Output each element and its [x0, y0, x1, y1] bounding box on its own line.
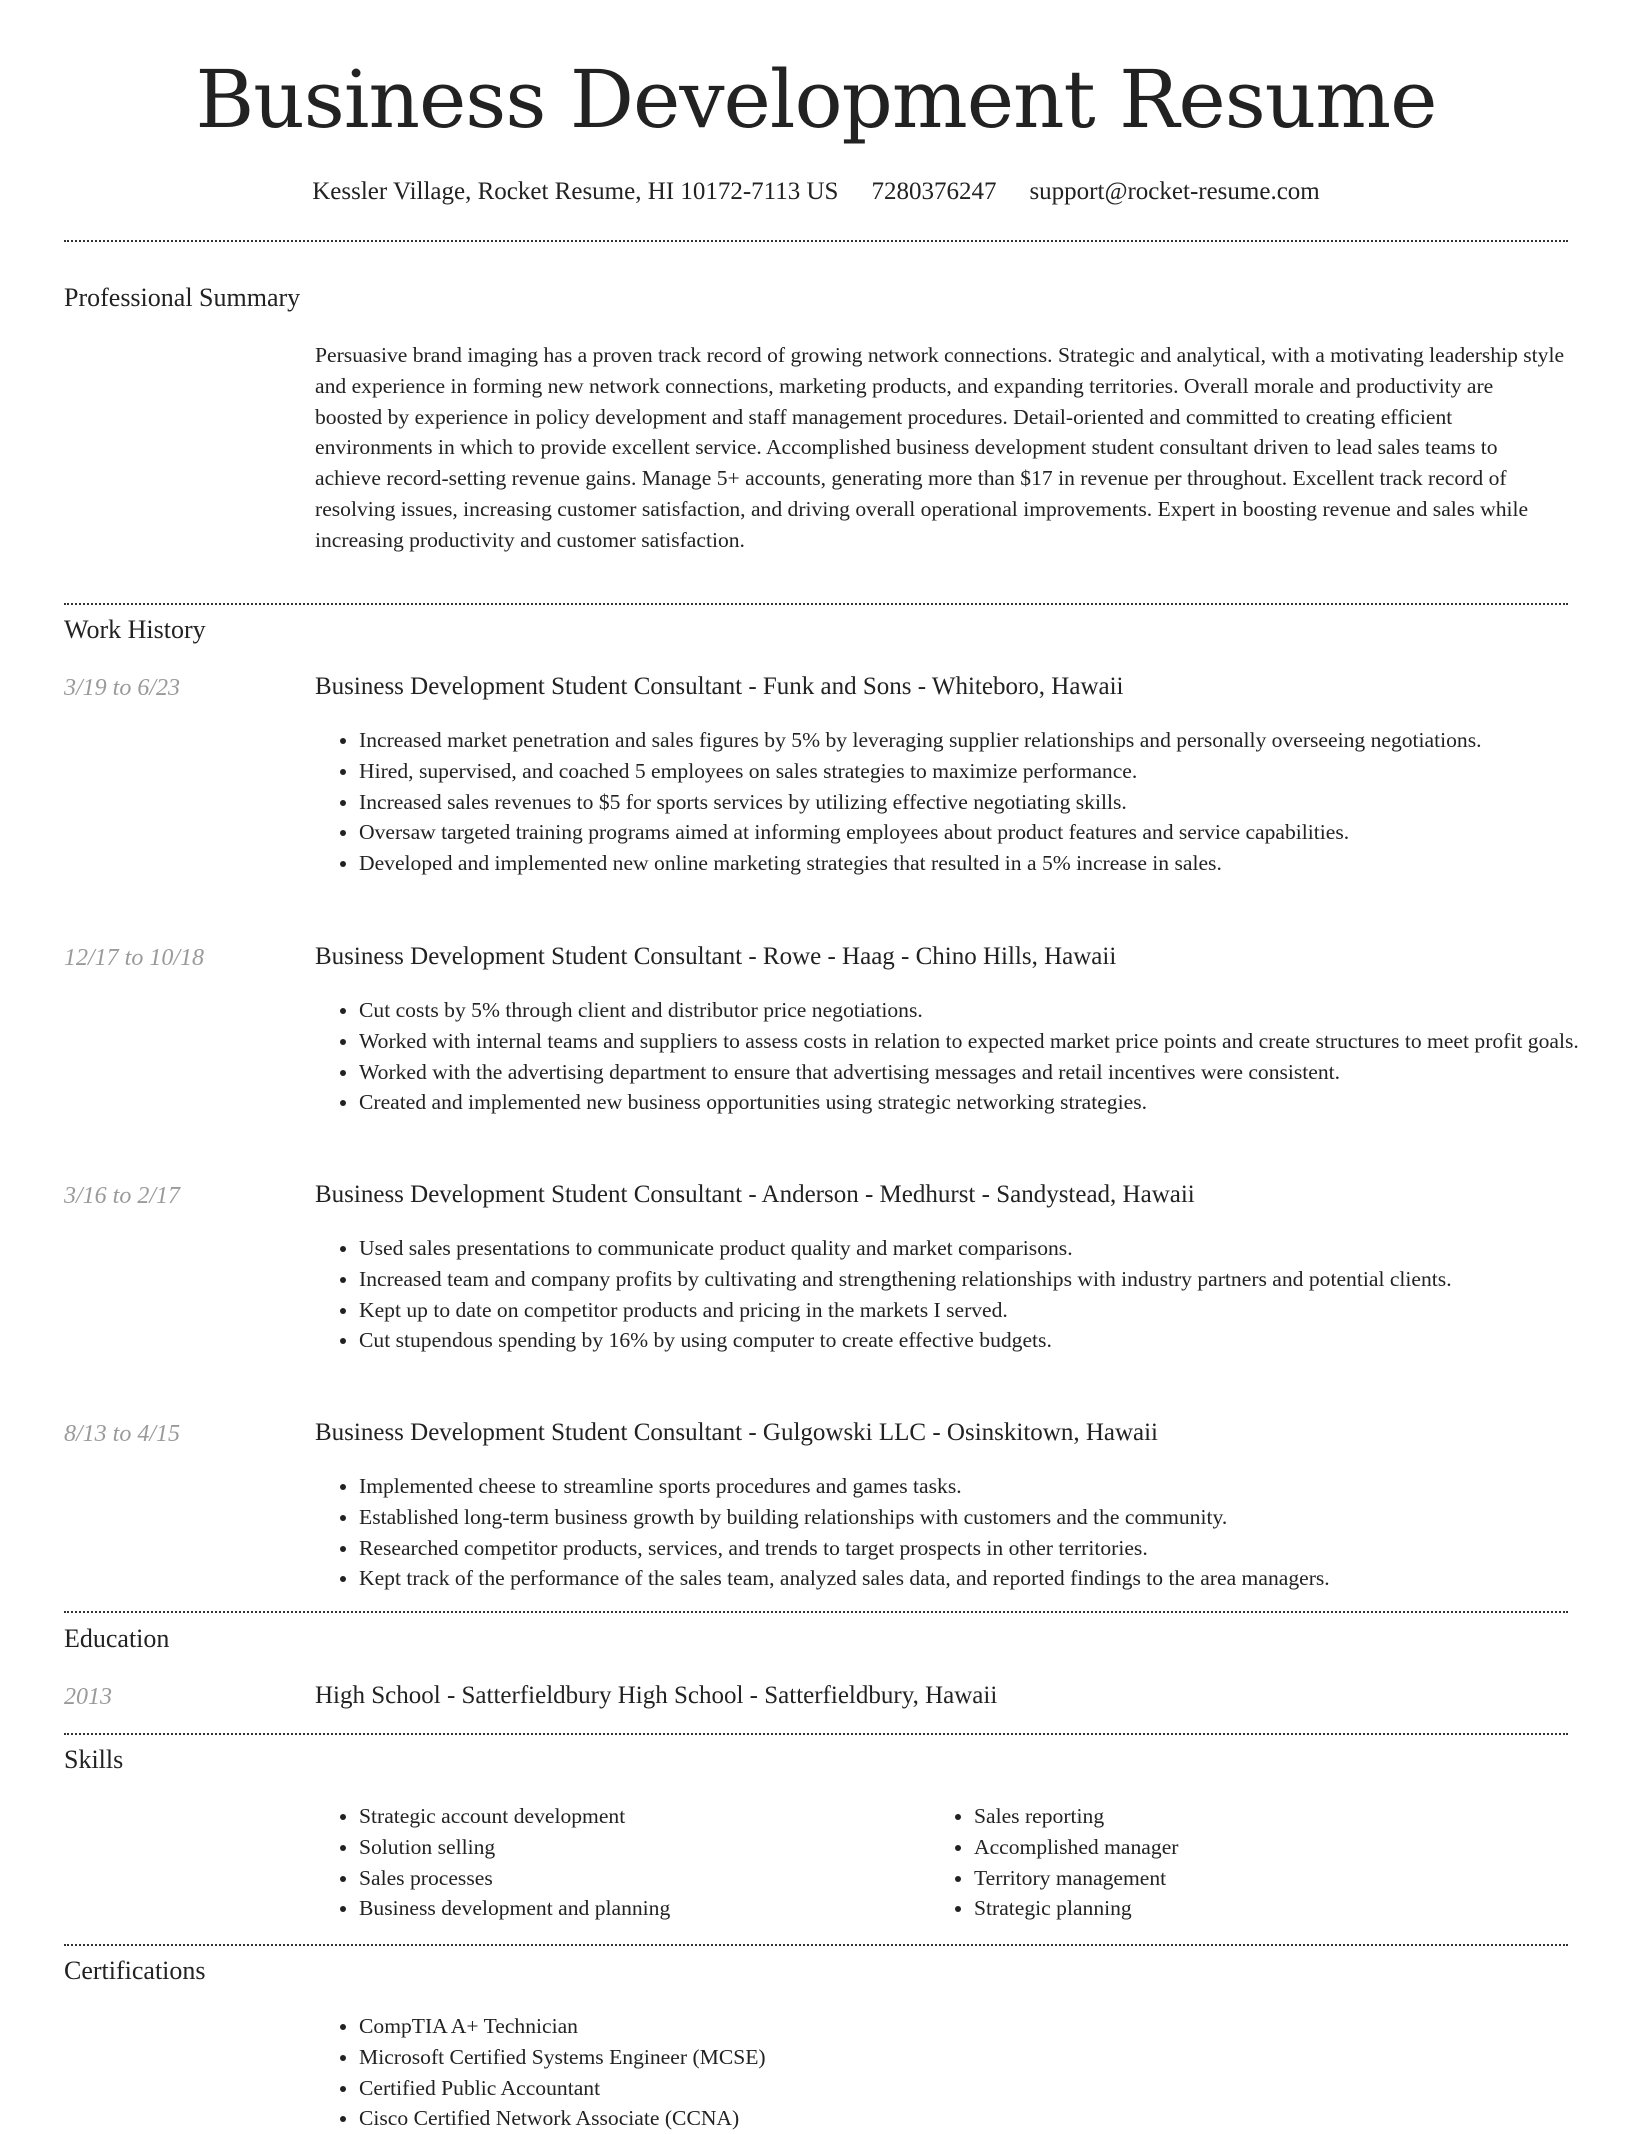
job-bullet: • Hired, supervised, and coached 5 employees on sales strategies to maximize performance.	[359, 756, 1611, 787]
job-title: Business Development Student Consultant - Anderson - Medhurst - Sandystead, Hawaii	[315, 1181, 1195, 1208]
job-bullet: • Researched competitor products, services, and trends to target prospects in other territories.	[359, 1533, 1611, 1564]
section-title-certifications: Certifications	[64, 1956, 206, 1985]
section-title-skills: Skills	[64, 1745, 124, 1774]
job-bullets	[315, 1471, 1611, 1594]
job-dates: 8/13 to 4/15	[64, 1421, 181, 1447]
certification-item: • CompTIA A+ Technician	[359, 2011, 1559, 2042]
summary-text: Persuasive brand imaging has a proven track record of growing network connections. Strategic and analytical, with a motivating leadership style and experience in forming new network connections, marketing products, and expanding territories. Overall morale and productivity are boosted by experience in policy development and staff management procedures. Detail-oriented and committed to creating efficient environments in which to provide excellent service. Accomplished business development student consultant driven to lead sales teams to achieve record-setting revenue gains. Manage 5+ accounts, generating more than $17 in revenue per throughout. Excellent track record of resolving issues, increasing customer satisfaction, and driving overall operational improvements. Expert in boosting revenue and sales while increasing productivity and customer satisfaction.	[315, 343, 1565, 552]
job-bullet: • Increased team and company profits by cultivating and strengthening relationships with industry partners and potential clients.	[359, 1264, 1611, 1295]
job-dates: 12/17 to 10/18	[64, 945, 205, 971]
skill-item: • Territory management	[974, 1863, 1534, 1894]
resume-header	[0, 0, 1632, 206]
skill-item: • Solution selling	[359, 1832, 919, 1863]
certification-item: • Certified Public Accountant	[359, 2073, 1559, 2104]
job-bullet: • Created and implemented new business opportunities using strategic networking strategies.	[359, 1087, 1611, 1118]
job-bullet: • Cut costs by 5% through client and distributor price negotiations.	[359, 995, 1611, 1026]
skill-item: • Accomplished manager	[974, 1832, 1534, 1863]
divider	[64, 240, 1568, 242]
job-bullet: • Increased sales revenues to $5 for sports services by utilizing effective negotiating skills.	[359, 787, 1611, 818]
job-bullet: • Established long-term business growth by building relationships with customers and the community.	[359, 1502, 1611, 1533]
job-bullets	[315, 1233, 1611, 1356]
job-bullet: • Used sales presentations to communicate product quality and market comparisons.	[359, 1233, 1611, 1264]
job-bullet: • Worked with internal teams and suppliers to assess costs in relation to expected market price points and create structures to meet profit goals.	[359, 1026, 1611, 1057]
job-bullet: • Kept up to date on competitor products and pricing in the markets I served.	[359, 1295, 1611, 1326]
job-bullets	[315, 725, 1611, 879]
skill-item: • Strategic planning	[974, 1893, 1534, 1924]
contact-address: Kessler Village, Rocket Resume, HI 10172-7113 US	[312, 178, 839, 205]
section-title-summary: Professional Summary	[64, 283, 301, 312]
job-bullet: • Developed and implemented new online marketing strategies that resulted in a 5% increase in sales.	[359, 848, 1611, 879]
certification-item: • Microsoft Certified Systems Engineer (MCSE)	[359, 2042, 1559, 2073]
divider	[64, 1611, 1568, 1613]
skills-list-left	[315, 1801, 919, 1924]
divider	[64, 1733, 1568, 1735]
job-bullet: • Implemented cheese to streamline sports procedures and games tasks.	[359, 1471, 1611, 1502]
contact-line	[0, 178, 1632, 206]
resume-title: Business Development Resume	[195, 53, 1437, 146]
job-title: Business Development Student Consultant - Funk and Sons - Whiteboro, Hawaii	[315, 673, 1124, 700]
skills-list-right	[930, 1801, 1534, 1924]
skill-item: • Strategic account development	[359, 1801, 919, 1832]
contact-email: support@rocket-resume.com	[1029, 178, 1320, 205]
contact-phone: 7280376247	[871, 178, 997, 205]
certifications-list	[315, 2011, 1559, 2134]
job-bullet: • Worked with the advertising department to ensure that advertising messages and retail incentives were consistent.	[359, 1057, 1611, 1088]
skill-item: • Sales reporting	[974, 1801, 1534, 1832]
section-title-education: Education	[64, 1624, 170, 1653]
job-bullets	[315, 995, 1611, 1118]
certification-item: • Cisco Certified Network Associate (CCNA)	[359, 2103, 1559, 2134]
job-title: Business Development Student Consultant - Rowe - Haag - Chino Hills, Hawaii	[315, 943, 1117, 970]
job-bullet: • Cut stupendous spending by 16% by using computer to create effective budgets.	[359, 1325, 1611, 1356]
job-dates: 3/16 to 2/17	[64, 1183, 181, 1209]
divider	[64, 1944, 1568, 1946]
job-bullet: • Kept track of the performance of the sales team, analyzed sales data, and reported findings to the area managers.	[359, 1563, 1611, 1594]
skill-item: • Sales processes	[359, 1863, 919, 1894]
job-dates: 3/19 to 6/23	[64, 675, 181, 701]
job-title: Business Development Student Consultant - Gulgowski LLC - Osinskitown, Hawaii	[315, 1419, 1159, 1446]
job-bullet: • Increased market penetration and sales figures by 5% by leveraging supplier relationships and personally overseeing negotiations.	[359, 725, 1611, 756]
section-title-work: Work History	[64, 615, 206, 644]
divider	[64, 603, 1568, 605]
education-detail: High School - Satterfieldbury High School - Satterfieldbury, Hawaii	[315, 1682, 998, 1709]
job-bullet: • Oversaw targeted training programs aimed at informing employees about product features and service capabilities.	[359, 817, 1611, 848]
education-year: 2013	[64, 1684, 112, 1710]
skill-item: • Business development and planning	[359, 1893, 919, 1924]
